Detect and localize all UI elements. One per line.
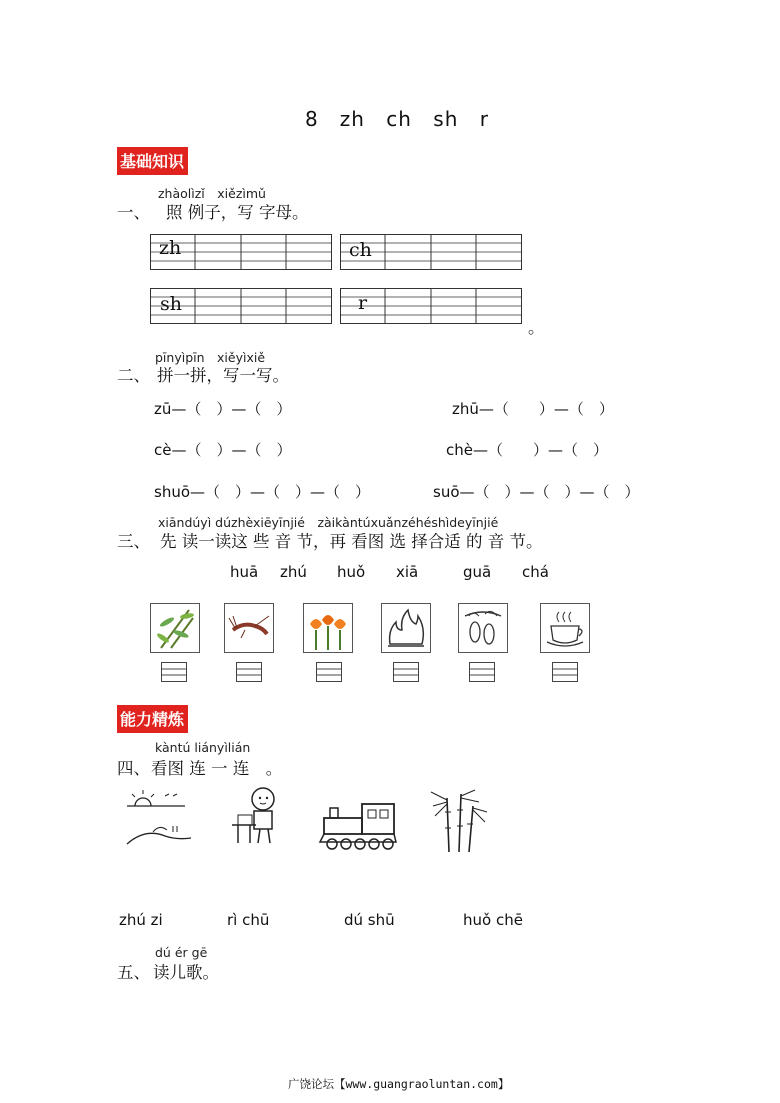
q2-row3-right[interactable]: suō—（ ）—（ ）—（ ） [433,483,640,501]
word-dushu[interactable]: dú shū [344,911,395,929]
footer-watermark: 广饶论坛【www.guangraoluntan.com】 [288,1077,510,1091]
q3-number: 三、 [117,532,150,551]
page-title: 8 zh ch sh r [305,107,489,131]
q2-pinyin: pīnyìpīn xiěyìxiě [155,350,266,365]
q2-number: 二、 [117,366,150,385]
sunrise-picture [125,788,195,846]
q1-instruction: 照 例子，写 字母。 [166,203,309,222]
syllable-xia: xiā [396,563,419,581]
q5-number: 五、 [117,963,150,982]
q2-instruction: 拼一拼，写一写。 [157,366,289,385]
writing-grid-ch[interactable] [340,234,522,270]
answer-box-6[interactable] [552,662,578,678]
q2-row3-left[interactable]: shuō—（ ）—（ ）—（ ） [154,483,371,501]
word-zhuzi[interactable]: zhú zi [119,911,163,929]
syllable-hua: huā [230,563,259,581]
q2-row2-right[interactable]: chè—（ ）—（ ） [446,441,608,459]
shrimp-picture [224,603,274,653]
answer-box-1[interactable] [161,662,187,678]
section-tag-ability: 能力精炼 [117,705,188,733]
section-tag-basic: 基础知识 [117,147,188,175]
q2-row1-left[interactable]: zū—（ ）—（ ） [154,400,292,418]
answer-box-2[interactable] [236,662,262,678]
syllable-huo: huǒ [337,563,366,581]
answer-box-3[interactable] [316,662,342,678]
q1-tail-mark: 。 [528,318,545,337]
q3-instruction: 先 读一读这 些 音 节，再 看图 选 择合适 的 音 节。 [160,532,543,551]
tea-picture [540,603,590,653]
fire-picture [381,603,431,653]
grid-letter-zh: zh [159,237,182,259]
bamboo-line-picture [425,788,491,854]
word-richu[interactable]: rì chū [227,911,270,929]
q4-pinyin: kàntú liányìlián [155,740,251,755]
q5-pinyin: dú ér gē [155,945,208,960]
train-picture [318,800,400,854]
bamboo-picture [150,603,200,653]
word-huoche[interactable]: huǒ chē [463,911,523,929]
answer-box-5[interactable] [469,662,495,678]
writing-grid-r[interactable] [340,288,522,324]
q4-number: 四、 [117,759,150,778]
q5-instruction: 读儿歌。 [153,963,219,982]
writing-grid-zh[interactable] [150,234,332,270]
q3-pinyin: xiāndúyì dúzhèxiēyīnjié zàikàntúxuǎnzéhéshìdeyīnjié [158,515,499,530]
q2-row1-right[interactable]: zhū—（ ）—（ ） [452,400,614,418]
writing-grid-sh[interactable] [150,288,332,324]
syllable-cha: chá [522,563,549,581]
melon-picture [458,603,508,653]
answer-box-4[interactable] [393,662,419,678]
flowers-picture [303,603,353,653]
syllable-gua: guā [463,563,492,581]
q1-pinyin: zhàolìzǐ xiězìmǔ [158,186,266,201]
q2-row2-left[interactable]: cè—（ ）—（ ） [154,441,292,459]
q4-instruction: 看图 连 一 连 。 [151,759,283,778]
syllable-zhu: zhú [280,563,307,581]
grid-letter-sh: sh [160,293,182,315]
reading-child-picture [230,785,285,847]
grid-letter-ch: ch [349,239,372,261]
grid-letter-r: r [358,292,368,314]
q1-number: 一、 [117,203,150,222]
